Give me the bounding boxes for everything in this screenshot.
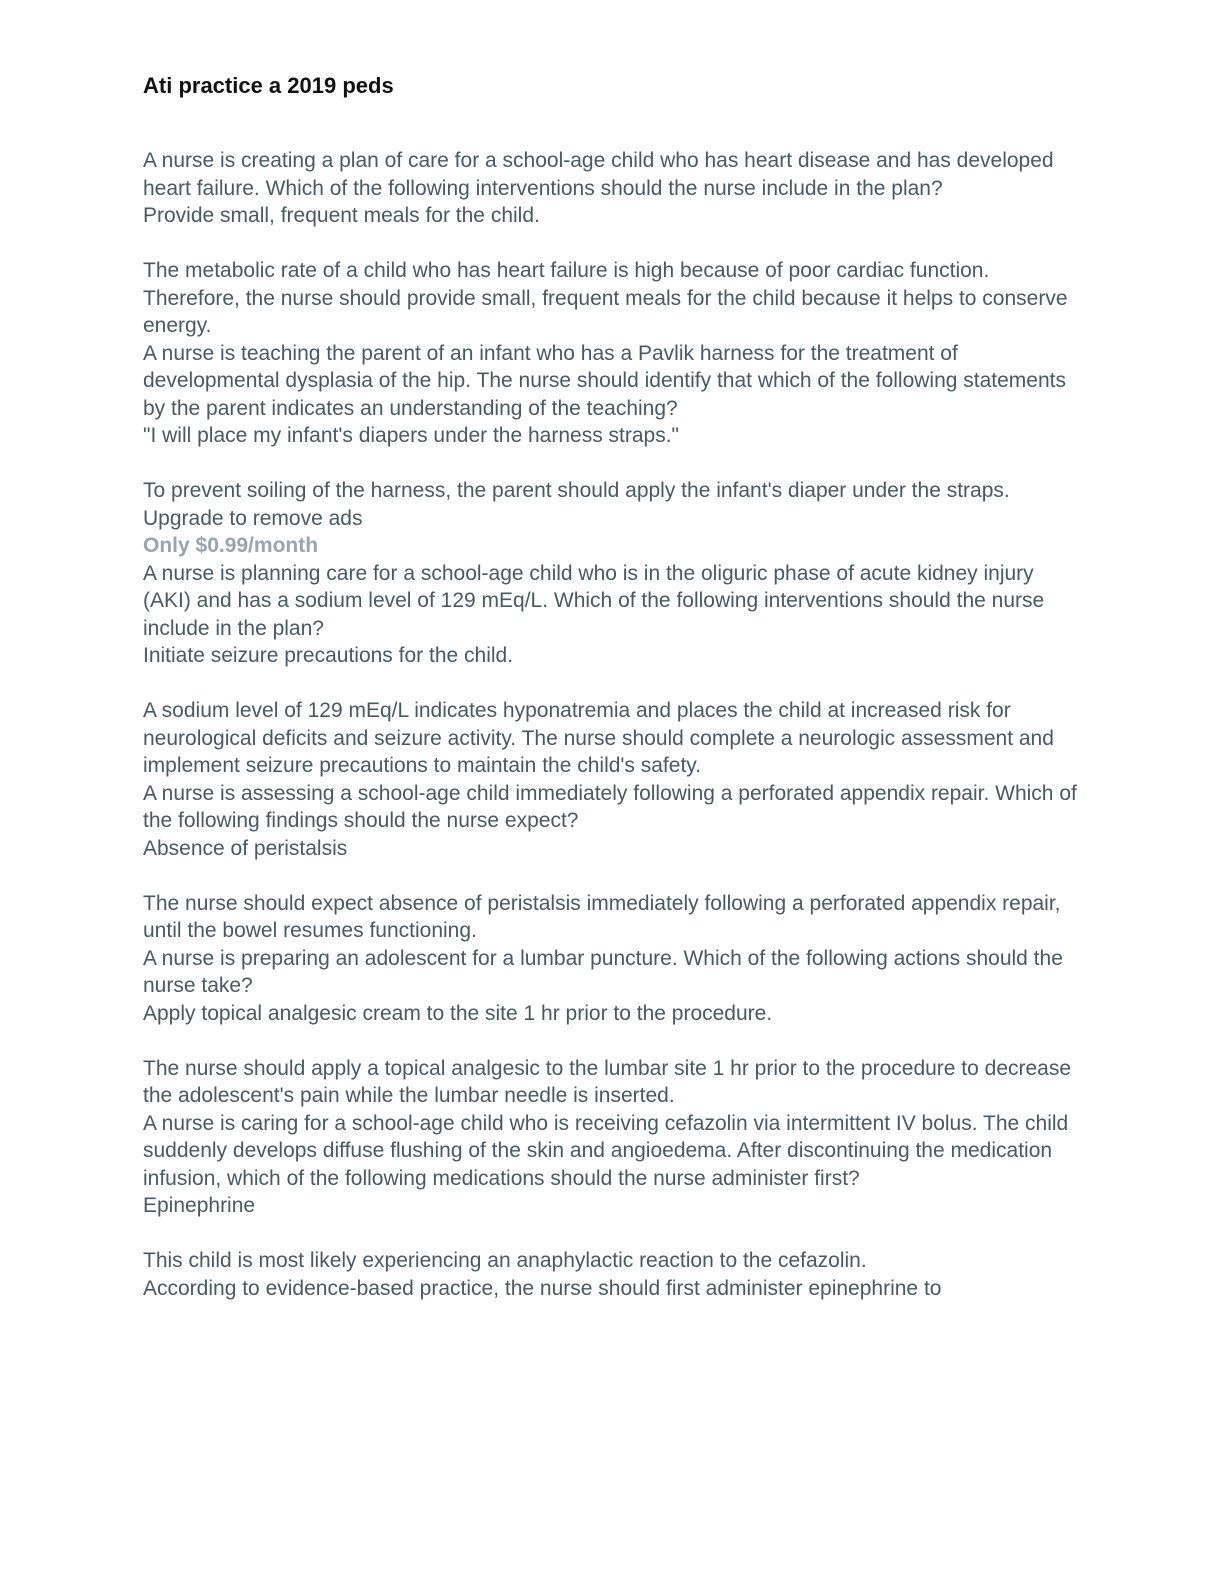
document-body — [143, 147, 1083, 1302]
question-1: A nurse is creating a plan of care for a school-age child who has heart disease and has developed heart failure. Which of the following interventions should the nurse include in the plan? — [143, 149, 1060, 200]
answer-6: Epinephrine — [143, 1194, 256, 1217]
paragraph-spacer — [143, 1027, 1078, 1055]
document-title: Ati practice a 2019 peds — [143, 73, 394, 98]
paragraph-spacer — [143, 670, 1078, 698]
question-4: A nurse is assessing a school-age child immediately following a perforated appendix repair. Which of the following findings should the nurse expect? — [143, 781, 1083, 832]
rationale-5: The nurse should apply a topical analgesic to the lumbar site 1 hr prior to the procedure to decrease the adolescent's pain while the lumbar needle is inserted. — [143, 1056, 1077, 1107]
upgrade-to-remove-ads-link[interactable]: Upgrade to remove ads — [143, 506, 363, 530]
rationale-2: To prevent soiling of the harness, the parent should apply the infant's diaper under the straps. — [143, 479, 1010, 502]
rationale-3: A sodium level of 129 mEq/L indicates hyponatremia and places the child at increased risk for neurological deficits and seizure activity. The nurse should complete a neurologic assessment and implement seizure precautions to maintain the child's safety. — [143, 699, 1060, 777]
ad-price-text[interactable]: Only $0.99/month — [143, 534, 319, 557]
rationale-1: The metabolic rate of a child who has heart failure is high because of poor cardiac function. Therefore, the nurse should provide small, frequent meals for the child because it helps to conserve energy. — [143, 259, 1074, 337]
rationale-6: This child is most likely experiencing an anaphylactic reaction to the cefazolin. — [143, 1249, 867, 1272]
answer-2: "I will place my infant's diapers under the harness straps." — [143, 424, 680, 447]
paragraph-spacer — [143, 450, 1078, 478]
question-6: A nurse is caring for a school-age child who is receiving cefazolin via intermittent IV bolus. The child suddenly develops diffuse flushing of the skin and angioedema. After discontinuing the medication infusion, which of the following medications should the nurse administer first? — [143, 1111, 1075, 1190]
answer-3: Initiate seizure precautions for the child. — [143, 644, 514, 667]
question-5: A nurse is preparing an adolescent for a lumbar puncture. Which of the following actions should the nurse take? — [143, 946, 1069, 997]
question-2: A nurse is teaching the parent of an infant who has a Pavlik harness for the treatment of developmental dysplasia of the hip. The nurse should identify that which of the following statements by the parent indicates an understanding of the teaching? — [143, 341, 1072, 420]
answer-5: Apply topical analgesic cream to the site 1 hr prior to the procedure. — [143, 1001, 773, 1025]
rationale-6-continued: According to evidence-based practice, the nurse should first administer epinephrine to — [143, 1276, 942, 1300]
paragraph-spacer — [143, 1220, 1078, 1248]
rationale-4: The nurse should expect absence of peristalsis immediately following a perforated appendix repair, until the bowel resumes functioning. — [143, 891, 1067, 942]
answer-4: Absence of peristalsis — [143, 836, 348, 860]
paragraph-spacer — [143, 230, 1078, 258]
question-3: A nurse is planning care for a school-age child who is in the oliguric phase of acute kidney injury (AKI) and has a sodium level of 129 mEq/L. Which of the following interventions should the nurse include in the plan? — [143, 561, 1051, 640]
paragraph-spacer — [143, 862, 1078, 890]
answer-1: Provide small, frequent meals for the child. — [143, 204, 540, 227]
